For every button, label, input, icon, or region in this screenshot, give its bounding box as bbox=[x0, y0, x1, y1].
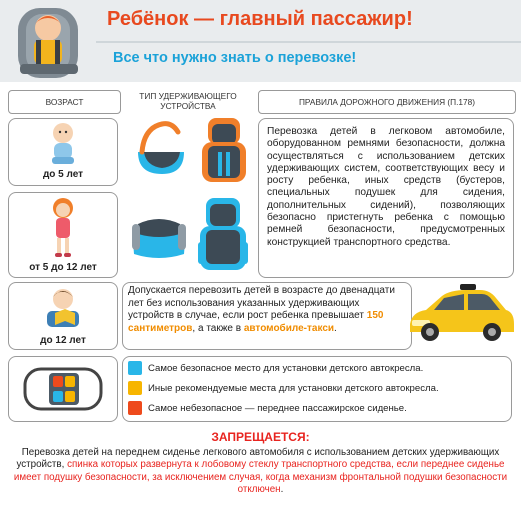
column-header-age: ВОЗРАСТ bbox=[8, 90, 121, 114]
forbidden-part1: Перевозка детей на переднем сиденье легкового автомобиля с использованием детских удерживающих устройств, bbox=[16, 447, 500, 471]
car-seat-illustration bbox=[4, 0, 100, 82]
infant-carrier-icon bbox=[132, 118, 190, 178]
allowance-line2: детей в возрасте до двенадцати лет без использования указанных удерживающих устройств в случае, если рост ребенка превышает bbox=[128, 285, 395, 321]
allowance-end: . bbox=[334, 322, 337, 334]
legend-swatch-yellow bbox=[128, 381, 142, 395]
legend-swatch-blue bbox=[128, 361, 142, 375]
legend-recommended bbox=[128, 381, 439, 395]
high-back-booster-icon bbox=[196, 196, 250, 274]
rules-box bbox=[258, 118, 514, 278]
age-label-under-5: до 5 лет bbox=[42, 169, 84, 180]
age-box-under-12 bbox=[8, 282, 118, 350]
legend-swatch-red bbox=[128, 401, 142, 415]
baby-icon bbox=[45, 121, 81, 165]
taxi-car-icon bbox=[404, 284, 518, 346]
legend-safest bbox=[128, 361, 423, 375]
page-title: Ребёнок — главный пассажир! bbox=[107, 8, 413, 30]
legend-text: Самое небезопасное — переднее пассажирское сиденье. bbox=[148, 402, 407, 414]
legend-text: Самое безопасное место для установки детского автокресла. bbox=[148, 362, 424, 374]
seat-diagram-box bbox=[8, 356, 118, 422]
allowance-height: 150 сантиметров bbox=[128, 310, 384, 334]
age-label-under-12: до 12 лет bbox=[40, 335, 86, 346]
allowance-taxi: автомобиле-такси bbox=[243, 322, 335, 334]
forbidden-part3: . bbox=[280, 483, 284, 495]
allowance-middle: , а также в bbox=[192, 322, 242, 334]
forbidden-title: ЗАПРЕЩАЕТСЯ: bbox=[211, 430, 310, 444]
booster-cushion-icon bbox=[128, 210, 190, 266]
header-divider bbox=[96, 41, 521, 43]
legend-text: Иные рекомендуемые места для установки детского автокресла. bbox=[148, 382, 439, 394]
age-box-5-to-12 bbox=[8, 192, 118, 278]
rules-text: Перевозка детей в легковом автомобиле, оборудованном ремнями безопасности, должна осуществляться с использованием детских удерживающих систем, соответствующих весу и росту ребенка, иных средств (бустеров, специальных подушек для сидения, дополнительных сидений), позволяющих безопасно пристегнуть ребенка с помощью ремней безопасности, предусмотренных конструкцией транспортного средства. bbox=[267, 126, 505, 248]
forbidden-part2: спинка которых развернута к лобовому стеклу транспортного средства, если переднее сиденье имеет подушку безопасности, за исключением случая, когда механизм фронтальной подушки безопасности отключен bbox=[13, 459, 508, 495]
convertible-seat-icon bbox=[196, 116, 252, 188]
age-label-5-to-12: от 5 до 12 лет bbox=[29, 262, 97, 273]
legend-unsafe bbox=[128, 401, 407, 415]
forbidden-text bbox=[10, 447, 511, 496]
reading-boy-icon bbox=[41, 285, 89, 331]
car-top-view-icon bbox=[23, 365, 103, 413]
page-subtitle: Все что нужно знать о перевозке! bbox=[113, 50, 357, 66]
column-header-device: ТИП УДЕРЖИВАЮЩЕГО УСТРОЙСТВА bbox=[139, 91, 237, 111]
allowance-line1: Допускается перевозить bbox=[128, 285, 242, 296]
girl-icon bbox=[47, 196, 79, 258]
column-header-rules: ПРАВИЛА ДОРОЖНОГО ДВИЖЕНИЯ (П.178) bbox=[258, 90, 516, 114]
age-box-under-5 bbox=[8, 118, 118, 186]
allowance-text bbox=[128, 285, 400, 335]
